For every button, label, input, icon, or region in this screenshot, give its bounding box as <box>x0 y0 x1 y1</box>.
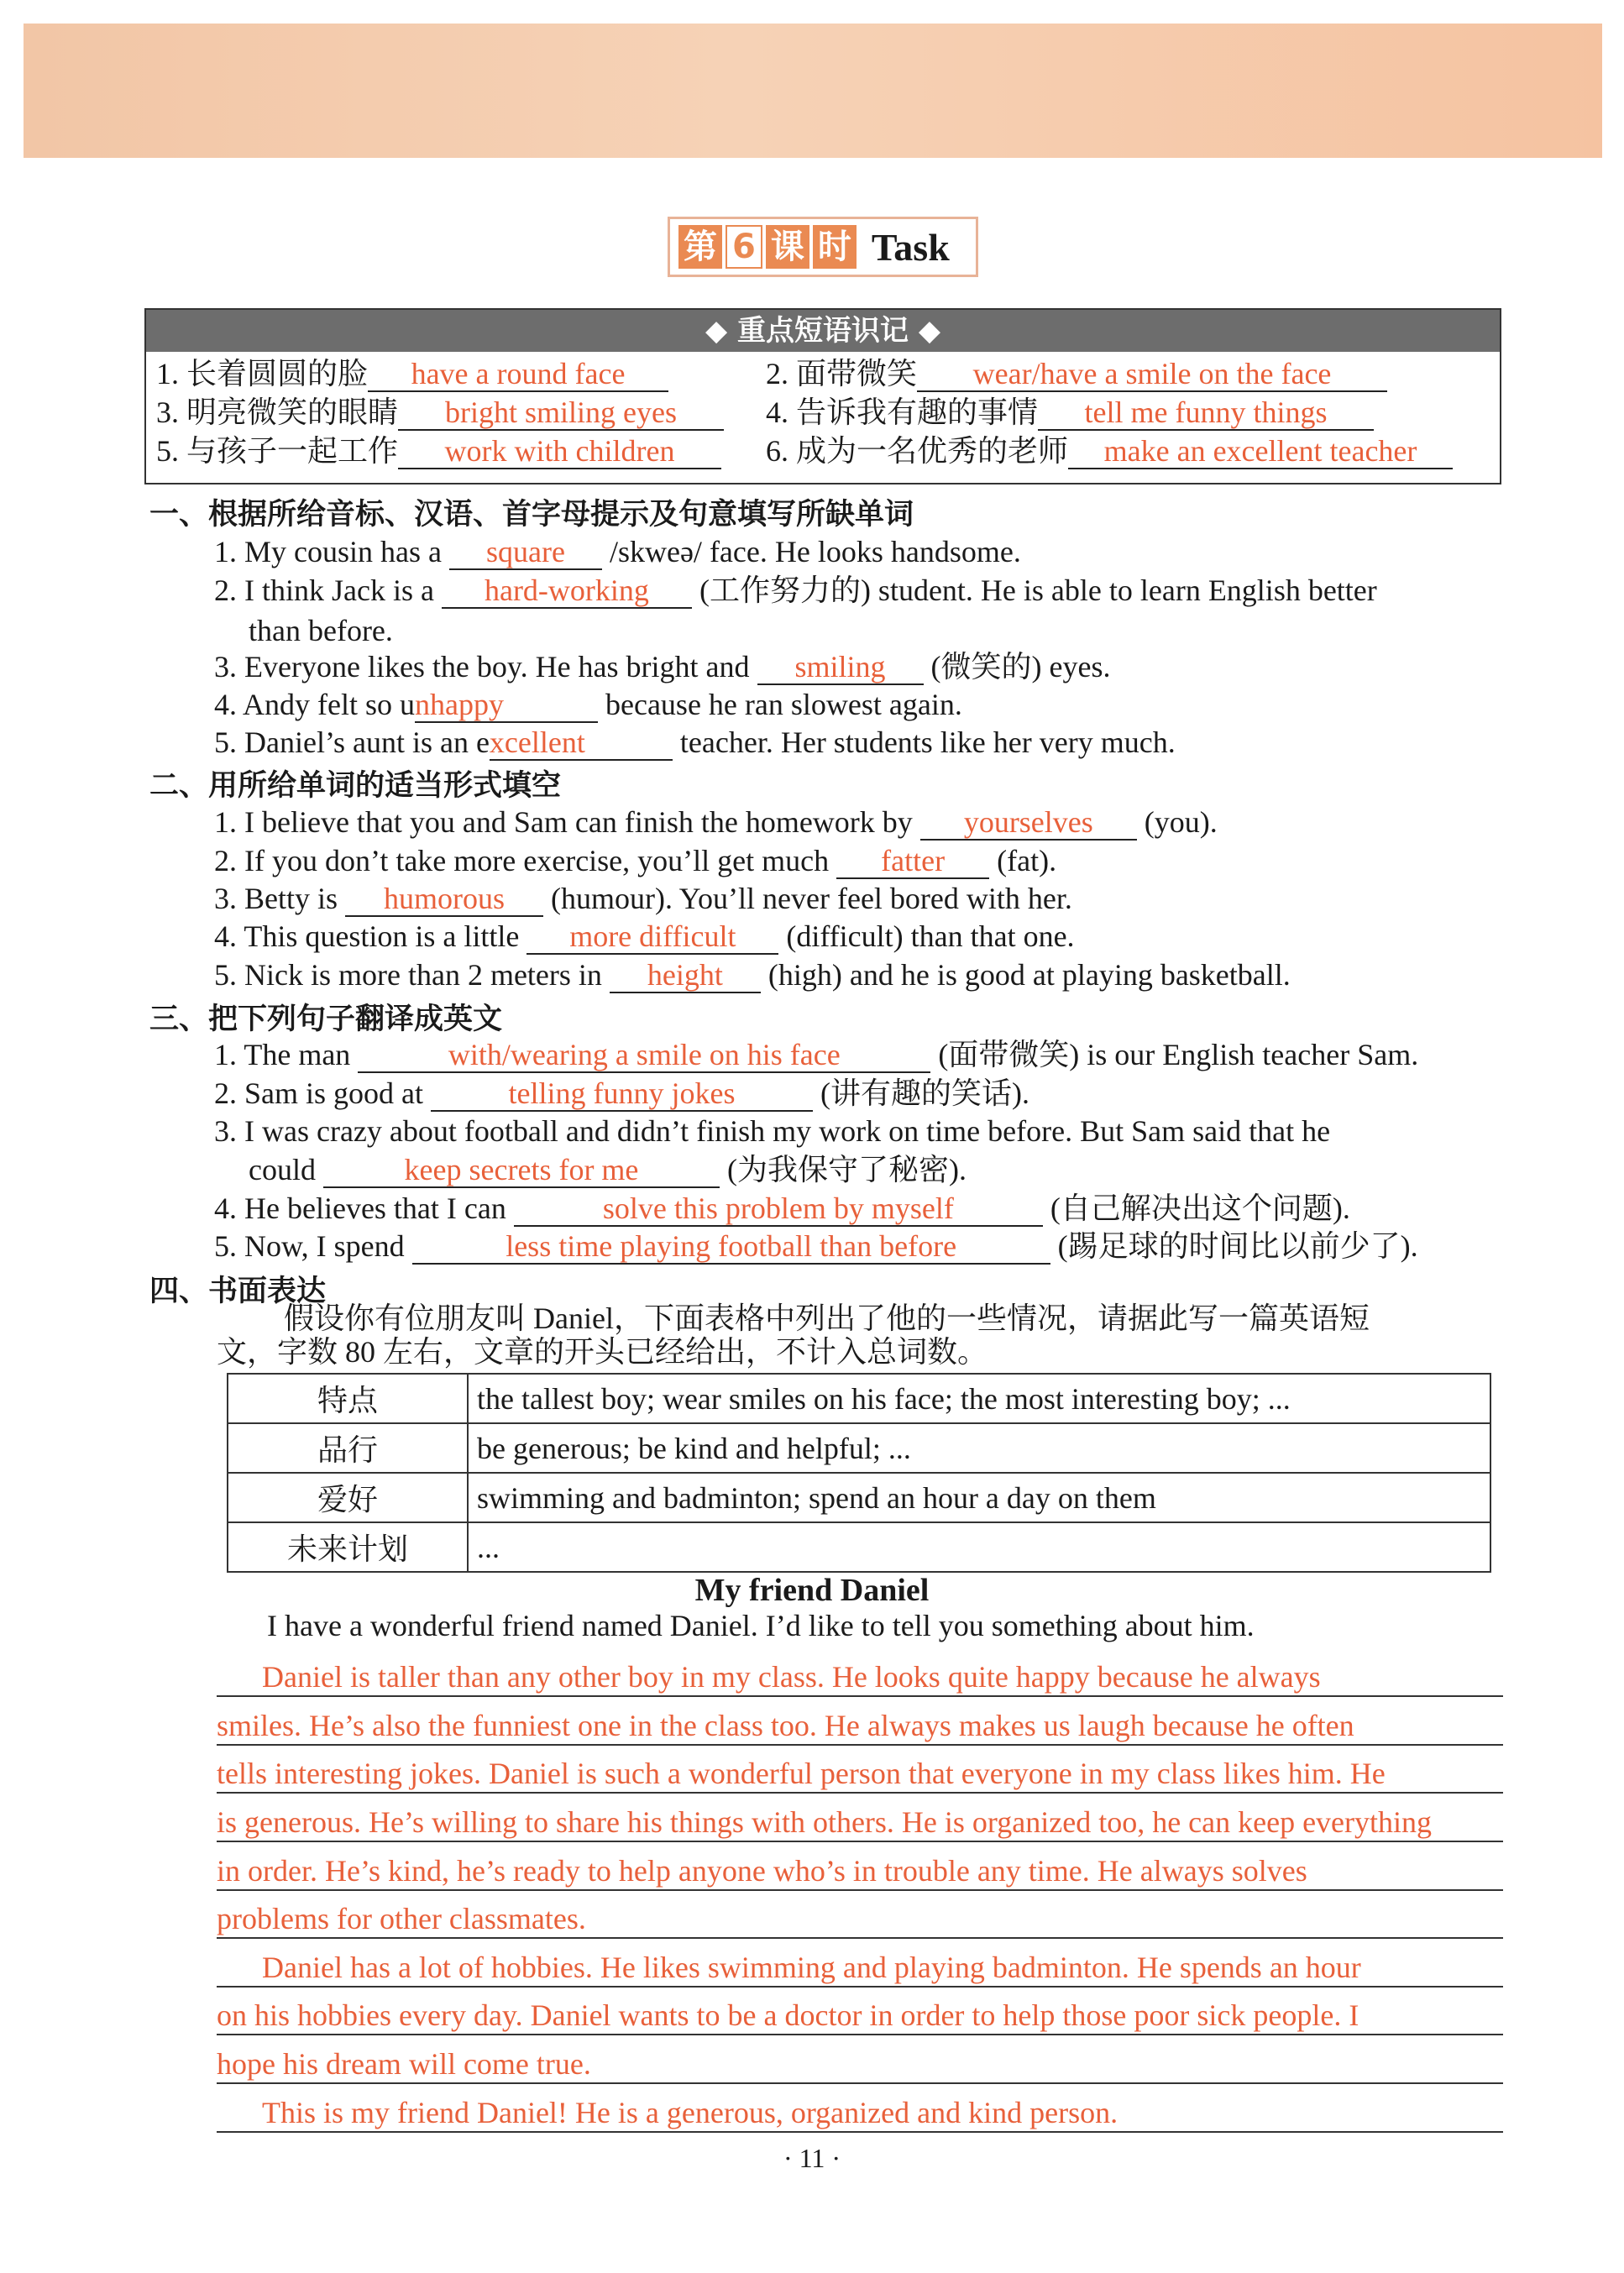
writing-instruction: 文，字数 80 左右，文章的开头已经给出，不计入总词数。 <box>217 1335 988 1369</box>
section-4-title: 四、书面表达 <box>149 1275 327 1308</box>
key-phrases-box <box>144 308 1501 484</box>
exercise-line: 4. This question is a little more difficult (difficult) than that one. <box>214 919 1075 953</box>
exercise-line: 3. I was crazy about football and didn’t finish my work on time before. But Sam said that he <box>214 1114 1331 1148</box>
table-row: 品行 be generous; be kind and helpful; ... <box>228 1423 1490 1473</box>
key-phrases-heading: ◆ 重点短语识记 ◆ <box>146 310 1500 352</box>
lesson-suffix-b: 时 <box>813 225 857 269</box>
lesson-title <box>668 217 978 277</box>
lesson-prefix: 第 <box>678 225 722 269</box>
exercise-line: 4. He believes that I can solve this problem by myself (自己解决出这个问题). <box>214 1191 1350 1225</box>
header-band <box>24 24 1602 158</box>
phrase-item: 5. 与孩子一起工作 work with children <box>156 432 721 469</box>
exercise-line: 2. If you don’t take more exercise, you’ll get much fatter (fat). <box>214 844 1057 877</box>
essay-line: on his hobbies every day. Daniel wants to be a doctor in order to help those poor sick people. I <box>217 1997 1503 2035</box>
lesson-name: Task <box>871 225 950 269</box>
table-row: 未来计划 ... <box>228 1522 1490 1572</box>
section-3-title: 三、把下列句子翻译成英文 <box>149 1003 503 1036</box>
essay-line: tells interesting jokes. Daniel is such a wonderful person that everyone in my class likes him. He <box>217 1755 1503 1794</box>
daniel-info-table <box>227 1373 1491 1573</box>
essay-line: smiles. He’s also the funniest one in the class too. He always makes us laugh because he often <box>217 1707 1503 1746</box>
exercise-line: 1. I believe that you and Sam can finish the homework by yourselves (you). <box>214 805 1218 839</box>
essay-line: hope his dream will come true. <box>217 2045 1503 2084</box>
phrase-item: 4. 告诉我有趣的事情 tell me funny things <box>766 394 1374 431</box>
exercise-line: 1. My cousin has a square /skweə/ face. He looks handsome. <box>214 535 1021 568</box>
phrase-item: 3. 明亮微笑的眼睛 bright smiling eyes <box>156 394 724 431</box>
exercise-line: 2. Sam is good at telling funny jokes (讲有趣的笑话). <box>214 1076 1029 1110</box>
phrase-item: 2. 面带微笑 wear/have a smile on the face <box>766 355 1387 392</box>
essay-title: My friend Daniel <box>694 1573 930 1608</box>
essay-line: problems for other classmates. <box>217 1900 1503 1939</box>
lesson-suffix-a: 课 <box>766 225 809 269</box>
table-row: 爱好 swimming and badminton; spend an hour a day on them <box>228 1473 1490 1522</box>
essay-line: is generous. He’s willing to share his things with others. He is organized too, he can keep everything <box>217 1804 1503 1842</box>
essay-line: This is my friend Daniel! He is a generous, organized and kind person. <box>217 2094 1503 2133</box>
lesson-number: 6 <box>726 225 762 269</box>
exercise-line-continued: than before. <box>249 614 393 647</box>
essay-line: Daniel has a lot of hobbies. He likes swimming and playing badminton. He spends an hour <box>217 1949 1503 1988</box>
exercise-line: could keep secrets for me (为我保守了秘密). <box>249 1153 967 1186</box>
phrase-item: 1. 长着圆圆的脸 have a round face <box>156 355 668 392</box>
exercise-line: 5. Now, I spend less time playing football than before (踢足球的时间比以前少了). <box>214 1229 1418 1263</box>
essay-opening: I have a wonderful friend named Daniel. I’d like to tell you something about him. <box>267 1609 1255 1642</box>
exercise-line: 3. Betty is humorous (humour). You’ll never feel bored with her. <box>214 882 1072 915</box>
essay-line: Daniel is taller than any other boy in my class. He looks quite happy because he always <box>217 1658 1503 1697</box>
exercise-line: 4. Andy felt so unhappy because he ran slowest again. <box>214 688 962 721</box>
table-row: 特点 the tallest boy; wear smiles on his face; the most interesting boy; ... <box>228 1374 1490 1423</box>
exercise-line: 5. Daniel’s aunt is an excellent teacher. Her students like her very much. <box>214 725 1176 759</box>
exercise-line: 3. Everyone likes the boy. He has bright and smiling (微笑的) eyes. <box>214 650 1111 683</box>
phrase-item: 6. 成为一名优秀的老师 make an excellent teacher <box>766 432 1453 469</box>
exercise-line: 2. I think Jack is a hard-working (工作努力的) student. He is able to learn English better <box>214 573 1377 607</box>
section-2-title: 二、用所给单词的适当形式填空 <box>149 769 562 803</box>
essay-line: in order. He’s kind, he’s ready to help anyone who’s in trouble any time. He always solves <box>217 1852 1503 1891</box>
writing-instruction: 假设你有位朋友叫 Daniel，下面表格中列出了他的一些情况，请据此写一篇英语短 <box>284 1301 1370 1335</box>
page-number: · 11 · <box>783 2143 841 2173</box>
exercise-line: 5. Nick is more than 2 meters in height (high) and he is good at playing basketball. <box>214 958 1291 992</box>
exercise-line: 1. The man with/wearing a smile on his face (面带微笑) is our English teacher Sam. <box>214 1038 1419 1071</box>
section-1-title: 一、根据所给音标、汉语、首字母提示及句意填写所缺单词 <box>149 498 914 532</box>
